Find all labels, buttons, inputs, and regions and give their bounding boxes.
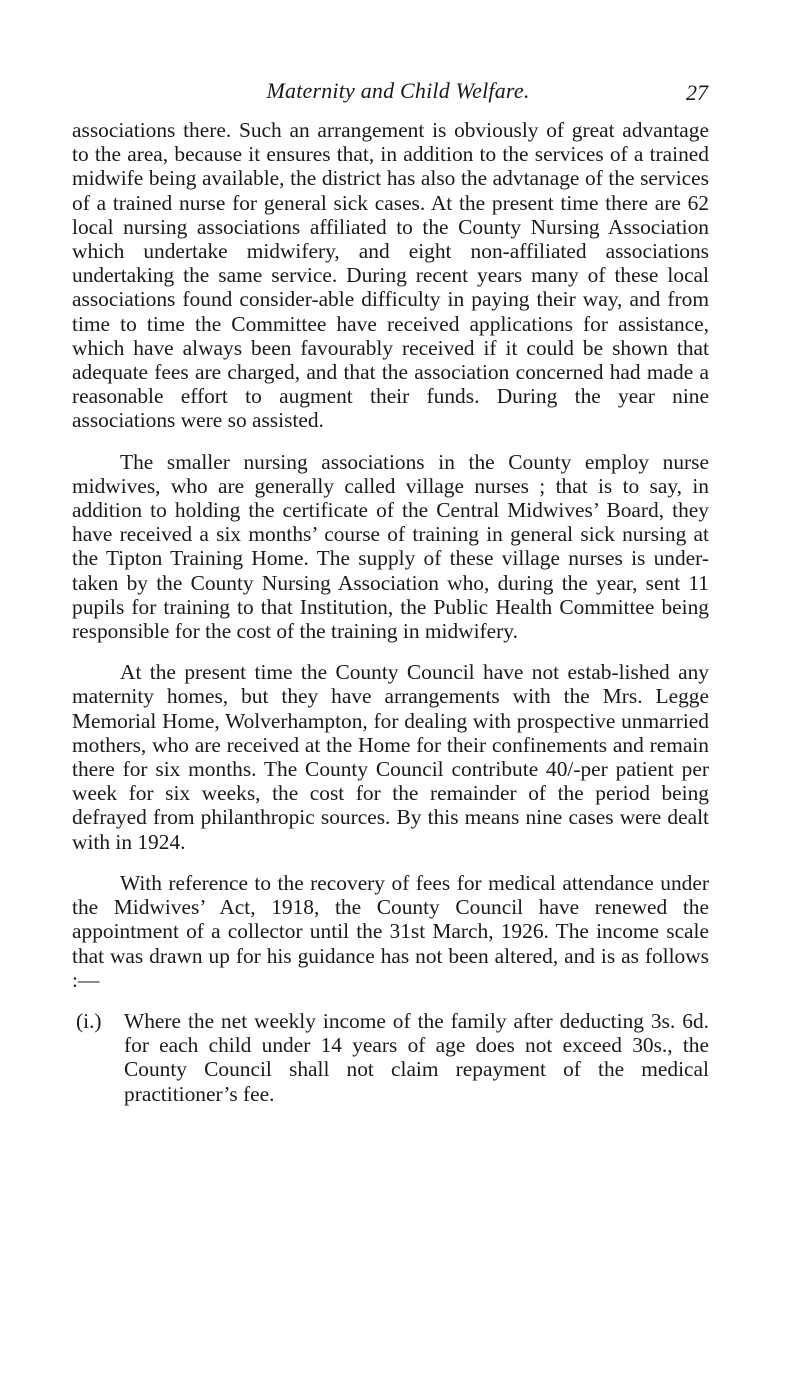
paragraph-1: associations there. Such an arrangement is obviously of great advantage to the area, because it ensures that, in addition to the services of a trained midwife being available, the district has also the advtanage of the services of a trained nurse for general sick cases. At the present time there are 62 local nursing associations affiliated to the County Nursing Association which undertake midwifery, and eight non-affiliated associations undertaking the same service. During recent years many of these local associations found consider-able difficulty in paying their way, and from time to time the Committee have received applications for assistance, which have always been favourably received if it could be shown that adequate fees are charged, and that the association concerned had made a reasonable effort to augment their funds. During the year nine associations were so assisted. [72,118,709,433]
body-text [72,118,709,1106]
list-marker: (i.) [76,1008,102,1033]
running-title: Maternity and Child Welfare. [266,78,530,103]
paragraph-3: At the present time the County Council have not estab-lished any maternity homes, but they have arrangements with the Mrs. Legge Memorial Home, Wolverhampton, for dealing with prospective unmarried mothers, who are received at the Home for their confinements and remain there for six months. The County Council contribute 40/-per patient per week for six weeks, the cost for the remainder of the period being defrayed from philanthropic sources. By this means nine cases were dealt with in 1924. [72,660,709,854]
list-item-text: Where the net weekly income of the family after deducting 3s. 6d. for each child under 14 years of age does not exceed 30s., the County Council shall not claim repayment of the medical practitioner’s fee. [124,1008,709,1106]
running-head [88,78,708,108]
paragraph-4: With reference to the recovery of fees for medical attendance under the Midwives’ Act, 1918, the County Council have renewed the appointment of a collector until the 31st March, 1926. The income scale that was drawn up for his guidance has not been altered, and is as follows :— [72,870,709,992]
page-number: 27 [686,80,708,105]
list-item [72,1009,709,1106]
paragraph-2: The smaller nursing associations in the County employ nurse midwives, who are generally called village nurses ; that is to say, in addition to holding the certificate of the Central Midwives’ Board, they have received a six months’ course of training in general sick nursing at the Tipton Training Home. The supply of these village nurses is under-taken by the County Nursing Association who, during the year, sent 11 pupils for training to that Institution, the Public Health Committee being responsible for the cost of the training in midwifery. [72,449,709,644]
